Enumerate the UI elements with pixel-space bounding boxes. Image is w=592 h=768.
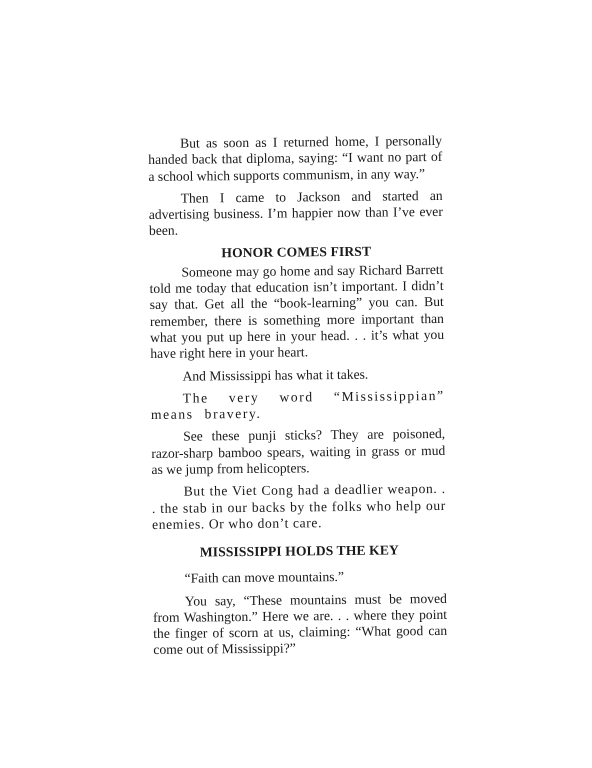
paragraph-punji-sticks: See these punji sticks? They are poisoned, razor-sharp bamboo spears, waiting in grass or mud as we jump from helicopters. [151,426,446,478]
paragraph-mississippi-has-what-it-takes: And Mississippi has what it takes. [182,366,369,384]
document-page [148,133,448,665]
paragraph-diploma: But as soon as I returned home, I personally handed back that diploma, saying: “I want no part of a school which supports communism, in any way.” [148,132,443,184]
paragraph-education: Someone may go home and say Richard Barrett told me today that education isn’t important. I didn’t say that. Get all the “book-learning” you can. But remember, there is something more important than what you put up here in your head. . . it’s what you have right here in your heart. [149,261,445,362]
heading-honor-comes-first: HONOR COMES FIRST [221,243,372,261]
paragraph-faith: “Faith can move mountains.” [184,569,345,586]
paragraph-mountains: You say, “These mountains must be moved from Washington.” Here we are. . . where they point the finger of scorn at us, claiming: “What good can come out of Mississippi?” [152,590,448,658]
paragraph-viet-cong: But the Viet Cong had a deadlier weapon. . . the stab in our backs by the folks who help our enemies. Or who don’t care. [151,481,446,532]
heading-mississippi-holds-the-key: MISSISSIPPI HOLDS THE KEY [199,542,399,560]
paragraph-jackson-business: Then I came to Jackson and started an advertising business. I’m happier now than I’ve ever been. [148,187,443,239]
paragraph-bravery: The very word “Mississippian” means bravery. [150,387,445,423]
